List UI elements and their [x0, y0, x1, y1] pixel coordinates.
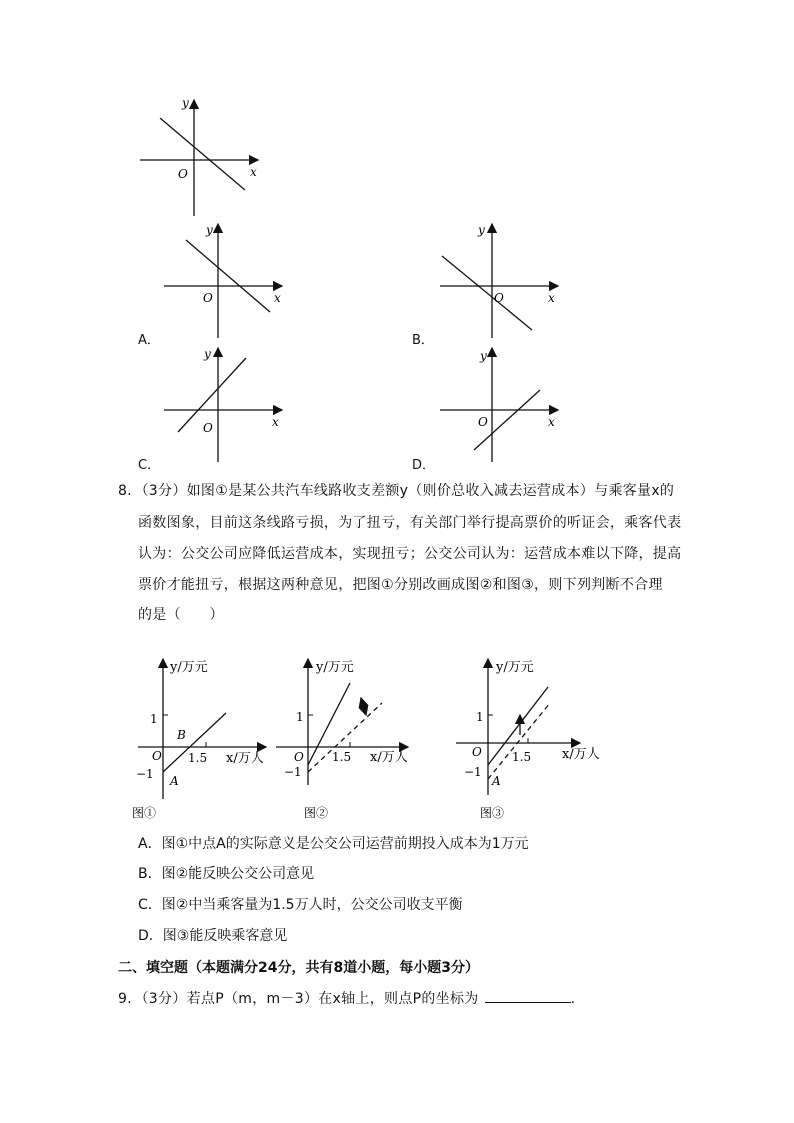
caption-1: 图① — [132, 806, 157, 820]
x-axis-label: x/万人 — [226, 751, 264, 766]
origin-label: O — [494, 291, 504, 305]
stem-graph — [130, 90, 270, 220]
origin-label: O — [294, 750, 304, 764]
tick-1: 1 — [296, 710, 304, 724]
q9-line — [118, 988, 575, 1008]
option-d-graph — [436, 344, 566, 464]
option-d-label: D． — [412, 458, 436, 473]
q8-line-3: 认为：公交公司应降低运营成本，实现扭亏；公交公司认为：运营成本难以下降，提高 — [138, 546, 682, 562]
tick-1-5: 1.5 — [332, 750, 352, 764]
tick-1: 1 — [476, 710, 484, 724]
q9-text: 9．（3分）若点P（m，m－3）在x轴上，则点P的坐标为 — [118, 991, 479, 1007]
origin-label: O — [152, 749, 162, 763]
x-axis-label: x — [250, 165, 257, 179]
option-c-graph — [160, 344, 290, 464]
y-axis-label: y/万元 — [496, 660, 534, 675]
y-axis-label: y — [478, 223, 485, 237]
y-axis-label: y — [480, 349, 487, 363]
x-axis-label: x/万人 — [370, 750, 408, 765]
q9-end: . — [570, 991, 576, 1007]
tick-1-5: 1.5 — [512, 750, 532, 764]
tick-neg1: −1 — [464, 765, 482, 779]
origin-label: O — [178, 167, 188, 181]
origin-label: O — [472, 745, 482, 759]
tick-1: 1 — [150, 712, 158, 726]
choice-b: B．图②能反映公交公司意见 — [138, 866, 315, 882]
option-b-graph — [436, 220, 566, 340]
option-c-label: C． — [138, 458, 161, 473]
y-axis-label: y — [206, 223, 213, 237]
point-a-label: A — [492, 774, 501, 788]
tick-1-5: 1.5 — [188, 751, 208, 765]
q8-line-2: 函数图象，目前这条线路亏损，为了扭亏，有关部门举行提高票价的听证会，乘客代表 — [138, 515, 682, 531]
x-axis-label: x/万人 — [562, 747, 600, 762]
answer-blank — [485, 990, 571, 1003]
origin-label: O — [478, 415, 488, 429]
y-axis-label: y — [182, 96, 189, 110]
caption-3: 图③ — [480, 806, 505, 820]
section-title: 二、填空题（本题满分24分，共有8道小题，每小题3分） — [118, 960, 479, 976]
caption-2: 图② — [304, 806, 329, 820]
q8-line-1: 8．（3分）如图①是某公共汽车线路收支差额y（则价总收入减去运营成本）与乘客量x的 — [118, 483, 675, 499]
x-axis-label: x — [272, 415, 279, 429]
origin-label: O — [203, 421, 213, 435]
point-b-label: B — [177, 728, 186, 742]
q8-line-4: 票价才能扭亏，根据这两种意见，把图①分别改画成图②和图③，则下列判断不合理 — [138, 577, 663, 593]
option-b-label: B． — [412, 333, 434, 348]
figure-2 — [272, 655, 422, 825]
point-a-label: A — [170, 774, 179, 788]
tick-neg1: −1 — [136, 767, 154, 781]
y-axis-label: y — [204, 347, 211, 361]
y-axis-label: y/万元 — [316, 660, 354, 675]
q8-line-5: 的是（ ） — [138, 607, 224, 623]
x-axis-label: x — [548, 291, 555, 305]
y-axis-label: y/万元 — [170, 660, 208, 675]
tick-neg1: −1 — [284, 765, 302, 779]
figure-3 — [452, 655, 612, 825]
choice-a: A．图①中点A的实际意义是公交公司运营前期投入成本为1万元 — [138, 836, 529, 852]
x-axis-label: x — [548, 415, 555, 429]
origin-label: O — [203, 291, 213, 305]
figure-1 — [130, 655, 280, 825]
option-a-label: A． — [138, 333, 160, 348]
x-axis-label: x — [274, 291, 281, 305]
choice-c: C．图②中当乘客量为1.5万人时，公交公司收支平衡 — [138, 897, 463, 913]
option-a-graph — [160, 220, 290, 340]
choice-d: D．图③能反映乘客意见 — [138, 928, 288, 944]
